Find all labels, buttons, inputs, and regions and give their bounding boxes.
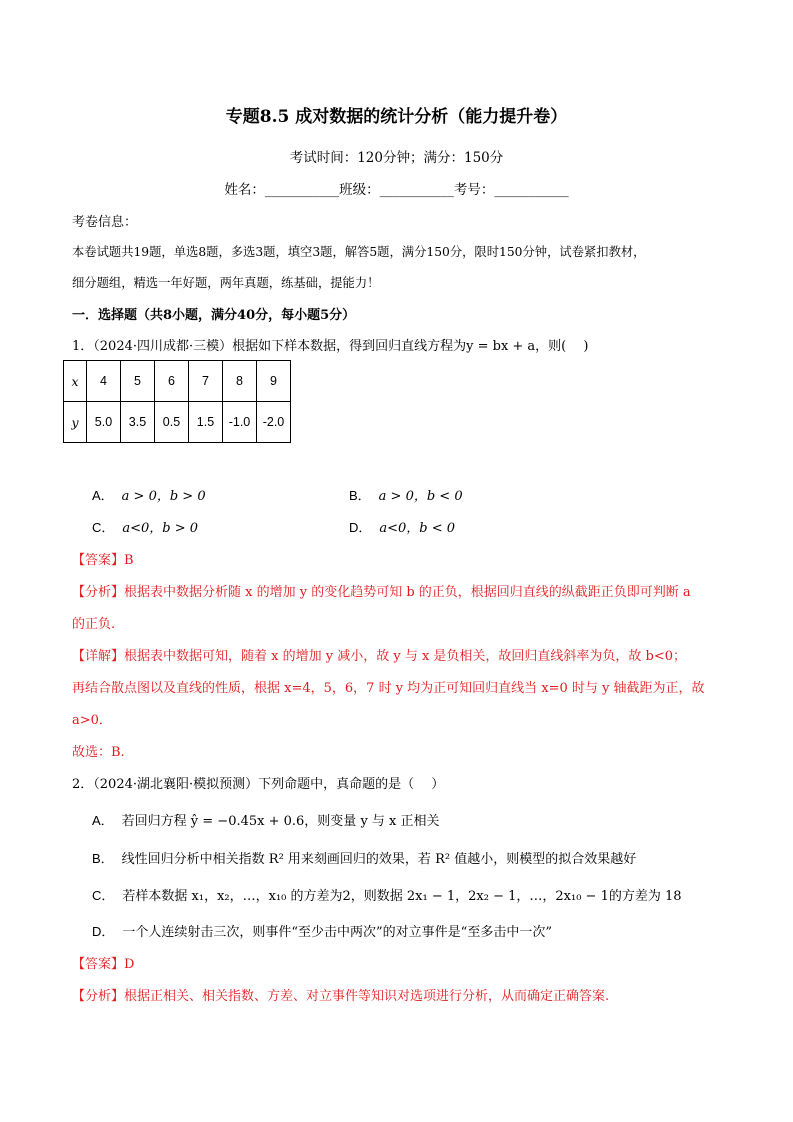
table-cell: 8: [223, 361, 257, 402]
q2-analysis: 【分析】根据正相关、相关指数、方差、对立事件等知识对选项进行分析，从而确定正确答案.: [72, 989, 610, 1004]
table-cell: -1.0: [223, 402, 257, 443]
table-cell: 6: [155, 361, 189, 402]
table-cell: 5: [121, 361, 155, 402]
option-text: a > 0，b < 0: [378, 489, 463, 504]
q2-option-c: [92, 885, 682, 904]
option-text: a<0，b < 0: [379, 521, 456, 536]
option-text: 若回归方程 ŷ = −0.45x + 0.6，则变量 y 与 x 正相关: [121, 814, 440, 829]
info-heading: 考卷信息：: [72, 215, 138, 230]
option-label: A．: [92, 813, 114, 828]
student-fields: 姓名：___________班级：___________考号：___________: [224, 182, 569, 198]
q2-stem: 2．（2024·湖北襄阳·模拟预测）下列命题中，真命题的是（ ）: [72, 777, 445, 792]
q1-detail-line-3: a>0．: [72, 713, 112, 728]
table-cell: 0.5: [155, 402, 189, 443]
q1-analysis-line-1: 【分析】根据表中数据分析随 x 的增加 y 的变化趋势可知 b 的正负，根据回归直线的纵截距正负即可判断 a: [72, 585, 691, 600]
q1-detail-line-1: 【详解】根据表中数据可知，随着 x 的增加 y 减小，故 y 与 x 是负相关，故回归直线斜率为负，故 b<0；: [72, 649, 687, 664]
q1-detail-line-2: 再结合散点图以及直线的性质，根据 x=4，5，6，7 时 y 均为正可知回归直线当 x=0 时与 y 轴截距为正，故: [72, 681, 705, 696]
table-cell: 5.0: [87, 402, 121, 443]
q1-stem: 1．（2024·四川成都·三模）根据如下样本数据，得到回归直线方程为y = bx + a，则( ): [72, 339, 589, 354]
table-cell: -2.0: [257, 402, 291, 443]
option-label: D．: [92, 924, 115, 939]
q1-option-b: [349, 485, 463, 504]
q2-option-b: [92, 848, 636, 867]
q1-option-d: [349, 517, 455, 536]
q2-option-d: [92, 921, 552, 940]
q1-choose: 故选：B.: [72, 745, 125, 760]
info-line-2: 细分题组，精选一年好题，两年真题，练基础，提能力！: [72, 276, 380, 290]
q2-option-a: [92, 810, 440, 829]
table-cell: 7: [189, 361, 223, 402]
option-text: a<0，b > 0: [122, 521, 199, 536]
option-text: a > 0，b > 0: [121, 489, 206, 504]
q1-answer: 【答案】B: [72, 553, 134, 568]
info-line-1: 本卷试题共19题，单选8题，多选3题，填空3题，解答5题，满分150分，限时150分钟，试卷紧扣教材，: [72, 245, 646, 259]
table-cell: 1.5: [189, 402, 223, 443]
section-heading: 一．选择题（共8小题，满分40分，每小题5分）: [72, 308, 356, 323]
option-label: B．: [92, 851, 114, 866]
option-text: 线性回归分析中相关指数 R² 用来刻画回归的效果，若 R² 值越小，则模型的拟合效果越好: [121, 852, 637, 867]
exam-time: 考试时间：120分钟；满分：150分: [289, 150, 504, 166]
option-text: 若样本数据 x₁，x₂，…，x₁₀ 的方差为2，则数据 2x₁ − 1，2x₂ − 1，…，2x₁₀ − 1的方差为 18: [122, 889, 682, 904]
q1-option-a: [92, 485, 206, 504]
table-row-y: [64, 402, 291, 443]
page-title: 专题8.5 成对数据的统计分析（能力提升卷）: [225, 107, 568, 127]
table-cell: 4: [87, 361, 121, 402]
q1-option-c: [92, 517, 198, 536]
q2-answer: 【答案】D: [72, 957, 135, 972]
q1-analysis-line-2: 的正负.: [72, 617, 116, 632]
table-cell: 9: [257, 361, 291, 402]
option-label: A．: [92, 488, 114, 503]
option-text: 一个人连续射击三次，则事件“至少击中两次”的对立事件是“至多击中一次”: [122, 925, 552, 940]
option-label: C．: [92, 888, 115, 903]
table-cell: 3.5: [121, 402, 155, 443]
sample-data-table: [63, 360, 291, 443]
option-label: C．: [92, 520, 115, 535]
option-label: B．: [349, 488, 371, 503]
option-label: D．: [349, 520, 372, 535]
table-row-x: [64, 361, 291, 402]
table-header-y: y: [64, 402, 87, 443]
table-header-x: x: [64, 361, 87, 402]
